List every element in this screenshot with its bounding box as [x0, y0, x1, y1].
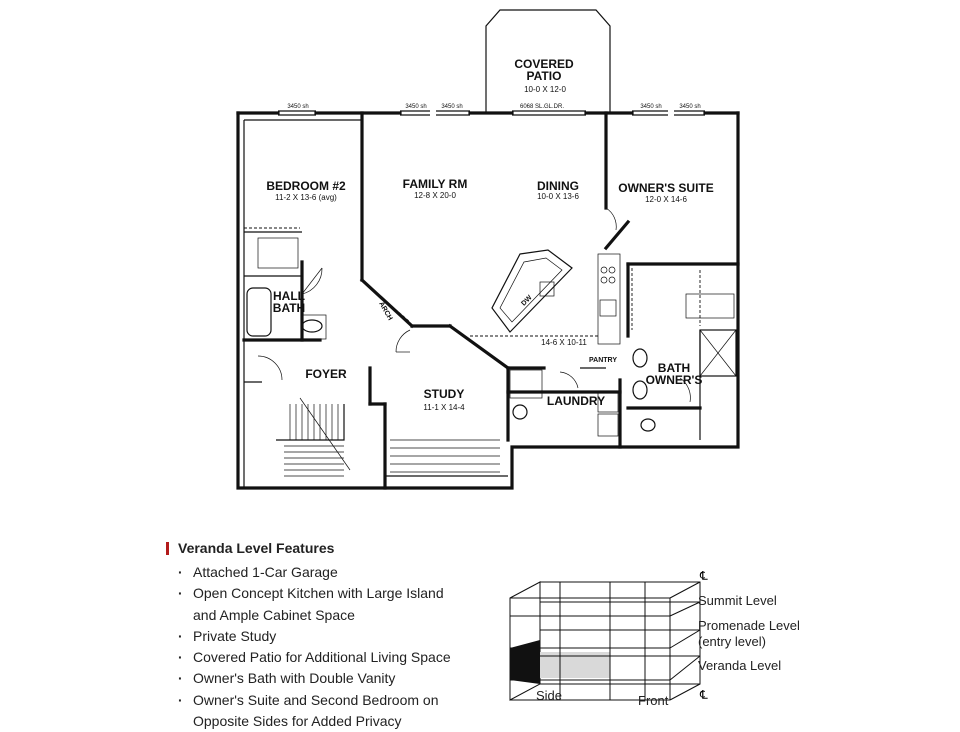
kitchen-island [492, 250, 572, 332]
feature-item-continuation: Opposite Sides for Added Privacy [193, 713, 402, 730]
patio-dims: 10-0 X 12-0 [524, 85, 566, 94]
summit-level-label: Summit Level [698, 593, 777, 608]
stairs [276, 398, 500, 476]
window-label: 3450 sh [441, 104, 463, 110]
window-label: 3450 sh [405, 104, 427, 110]
bedroom2-label: BEDROOM #2 [266, 179, 346, 193]
window-label: 3450 sh [679, 104, 701, 110]
dining-label: DINING [537, 179, 579, 193]
pantry-label: PANTRY [589, 357, 617, 364]
owners-bath-label: BATH [657, 361, 691, 375]
svg-text:DW: DW [520, 294, 534, 308]
building-box [510, 582, 700, 700]
foyer-label: FOYER [305, 367, 347, 381]
sliding-door-label: 6068 SL.GL.DR. [519, 104, 565, 110]
window-label: 3450 sh [287, 104, 309, 110]
veranda-level-label: Veranda Level [698, 658, 782, 673]
owners-bath-label: OWNER'S [645, 373, 703, 387]
features-panel [166, 540, 486, 732]
feature-item: · Owner's Suite and Second Bedroom on [178, 690, 486, 711]
window-label: 3450 sh [640, 104, 662, 110]
centerline-top: ℄ [700, 569, 708, 583]
veranda-side-fill [510, 640, 540, 684]
laundry-label: LAUNDRY [546, 394, 606, 408]
feature-item: · Covered Patio for Additional Living Space [178, 647, 486, 668]
promenade-level-label: Promenade Level [698, 618, 800, 633]
hall-bath-label: HALL [273, 289, 305, 303]
feature-item: · Attached 1-Car Garage [178, 562, 486, 583]
study-dims: 11-1 X 14-4 [423, 403, 465, 412]
interior-walls [244, 113, 738, 488]
kitchen-dims: 14-6 X 10-11 [541, 338, 587, 347]
feature-item-continuation: and Ample Cabinet Space [193, 606, 355, 623]
arch-label: ARCH [377, 300, 394, 322]
centerline-bottom: ℄ [700, 688, 708, 702]
study-label: STUDY [423, 387, 465, 401]
exterior-walls [238, 111, 738, 488]
entry-level-label: (entry level) [698, 634, 766, 649]
hall-bath-label: BATH [272, 301, 306, 315]
dining-dims: 10-0 X 13-6 [537, 192, 579, 201]
accent-bar [166, 542, 169, 555]
patio-label: COVERED [514, 57, 574, 71]
bath-fixtures [247, 238, 736, 431]
side-label: Side [536, 688, 563, 703]
feature-item: · Private Study [178, 626, 486, 647]
owners-suite-label: OWNER'S SUITE [618, 181, 714, 195]
patio-label: PATIO [526, 69, 562, 83]
owners-suite-dims: 12-0 X 14-6 [645, 195, 687, 204]
features-list [166, 562, 486, 732]
features-title: Veranda Level Features [178, 540, 335, 556]
front-label: Front [638, 693, 669, 708]
family-room-label: FAMILY RM [402, 177, 468, 191]
features-header [166, 540, 486, 556]
feature-item: · Owner's Bath with Double Vanity [178, 668, 486, 689]
level-diagram [500, 568, 720, 712]
feature-item: · Open Concept Kitchen with Large Island [178, 583, 486, 604]
bedroom2-dims: 11-2 X 13-6 (avg) [275, 193, 337, 202]
family-room-dims: 12-8 X 20-0 [414, 191, 456, 200]
